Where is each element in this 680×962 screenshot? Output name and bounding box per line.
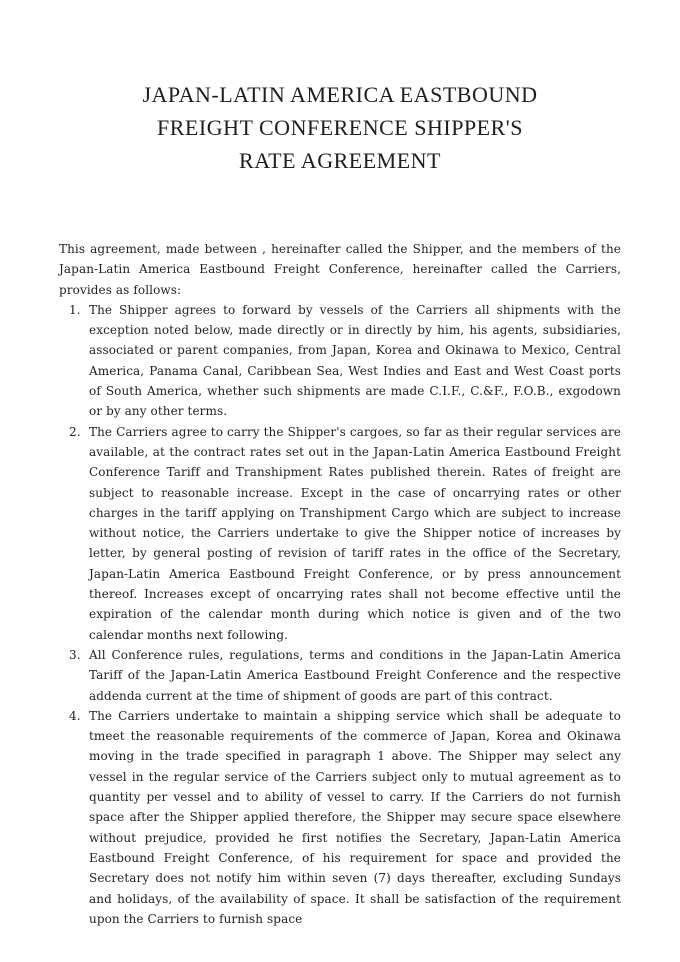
clause-item <box>59 706 621 929</box>
clause-item <box>59 645 621 706</box>
intro-paragraph: This agreement, made between , hereinafter called the Shipper, and the members of the Japan-Latin America Eastbound Freight Conference, hereinafter called the Carriers, provides as follows: <box>59 242 621 297</box>
clause-text: The Carriers undertake to maintain a shipping service which shall be adequate to tmeet the reasonable requirements of the commerce of Japan, Korea and Okinawa moving in the trade specified in paragraph 1 above. The Shipper may select any vessel in the regular service of the Carriers subject only to mutual agreement as to quantity per vessel and to ability of vessel to carry. If the Carriers do not furnish space after the Shipper applied therefore, the Shipper may secure space elsewhere without prejudice, provided he first notifies the Secretary, Japan-Latin America Eastbound Freight Conference, of his requirement for space and provided the Secretary does not notify him within seven (7) days thereafter, excluding Sundays and holidays, of the availability of space. It shall be satisfaction of the requirement upon the Carriers to furnish space <box>89 708 621 926</box>
clause-text: The Shipper agrees to forward by vessels of the Carriers all shipments with the exception noted below, made directly or in directly by him, his agents, subsidiaries, associated or parent companies, from Japan, Korea and Okinawa to Mexico, Central America, Panama Canal, Caribbean Sea, West Indies and East and West Coast ports of South America, whether such shipments are made C.I.F., C.&F., F.O.B., exgodown or by any other terms. <box>89 302 621 419</box>
clause-number: 4. <box>69 708 81 723</box>
title-line: FREIGHT CONFERENCE SHIPPER'S <box>157 115 523 140</box>
clause-list <box>59 300 621 929</box>
clause-text: The Carriers agree to carry the Shipper's cargoes, so far as their regular services are available, at the contract rates set out in the Japan-Latin America Eastbound Freight Conference Tariff and Transhipment Rates published therein. Rates of freight are subject to reasonable increase. Except in the case of oncarrying rates or other charges in the tariff applying on Transhipment Cargo which are subject to increase without notice, the Carriers undertake to give the Shipper notice of increases by letter, by general posting of revision of tariff rates in the office of the Secretary, Japan-Latin America Eastbound Freight Conference, or by press announcement thereof. Increases except of oncarrying rates shall not become effective until the expiration of the calendar month during which notice is given and of the two calendar months next following. <box>89 424 621 642</box>
clause-text: All Conference rules, regulations, terms and conditions in the Japan-Latin America Tariff of the Japan-Latin America Eastbound Freight Conference and the respective addenda current at the time of shipment of goods are part of this contract. <box>89 647 621 703</box>
clause-number: 3. <box>69 647 81 662</box>
clause-item <box>59 300 621 422</box>
clause-number: 1. <box>69 302 81 317</box>
document-title <box>59 78 621 177</box>
title-line: RATE AGREEMENT <box>239 148 441 173</box>
clause-item <box>59 422 621 645</box>
title-line: JAPAN-LATIN AMERICA EASTBOUND <box>142 82 538 107</box>
clause-number: 2. <box>69 424 81 439</box>
